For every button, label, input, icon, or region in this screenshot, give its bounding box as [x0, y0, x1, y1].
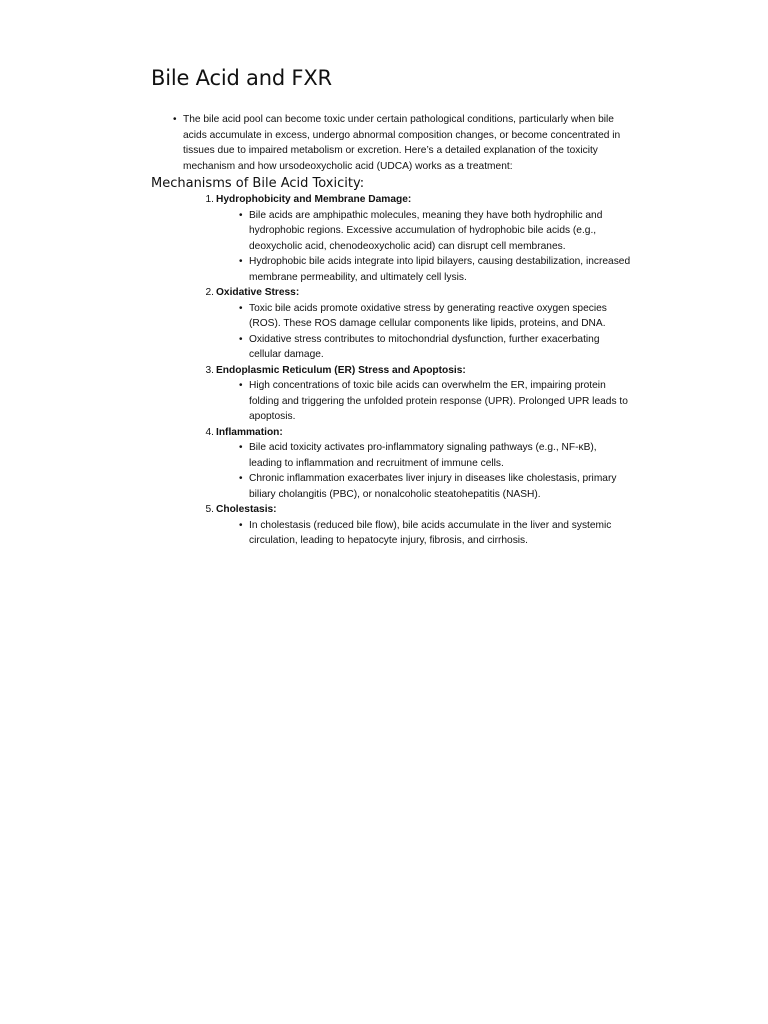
mechanism-title: Oxidative Stress: — [216, 287, 300, 298]
document-page — [151, 62, 631, 549]
bullet-icon: • — [239, 380, 243, 391]
mechanism-point-text: Toxic bile acids promote oxidative stress by generating reactive oxygen species (ROS). These ROS damage cellular components like lipids, proteins, and DNA. — [249, 302, 607, 329]
bullet-icon: • — [239, 302, 243, 314]
mechanisms-list — [151, 192, 631, 549]
mechanism-item — [205, 363, 631, 425]
mechanism-points — [216, 518, 631, 549]
page-title: Bile Acid and FXR — [151, 66, 332, 90]
intro-item — [173, 112, 631, 174]
mechanism-title: Hydrophobicity and Membrane Damage: — [216, 194, 412, 205]
mechanism-points — [216, 208, 631, 286]
bullet-icon: • — [239, 519, 243, 531]
mechanism-point-text: Bile acid toxicity activates pro-inflammatory signaling pathways (e.g., NF-κB), leading to inflammation and recruitment of immune cells. — [249, 442, 597, 469]
mechanism-number: 4. — [205, 426, 214, 438]
mechanism-number: 2. — [205, 287, 214, 298]
bullet-icon: • — [239, 473, 243, 484]
mechanism-points — [216, 378, 631, 425]
bullet-icon: • — [173, 114, 177, 125]
intro-list — [151, 112, 631, 174]
mechanism-point — [239, 332, 631, 363]
mechanism-number: 3. — [205, 364, 214, 376]
mechanism-point — [239, 518, 631, 549]
mechanism-item — [205, 425, 631, 503]
mechanism-point-text: Oxidative stress contributes to mitochondrial dysfunction, further exacerbating cellular damage. — [249, 333, 600, 360]
mechanism-title: Cholestasis: — [216, 504, 277, 515]
mechanism-point-text: Bile acids are amphipathic molecules, meaning they have both hydrophilic and hydrophobic regions. Excessive accumulation of hydrophobic bile acids (e.g., deoxycholic acid, chenodeoxycholic acid) can disrupt cell membranes. — [249, 209, 603, 252]
mechanism-title: Endoplasmic Reticulum (ER) Stress and Apoptosis: — [216, 364, 466, 376]
mechanism-point — [239, 378, 631, 425]
mechanism-point-text: Hydrophobic bile acids integrate into lipid bilayers, causing destabilization, increased membrane permeability, and ultimately cell lysis. — [249, 256, 631, 283]
mechanism-point — [239, 301, 631, 332]
mechanism-point — [239, 208, 631, 255]
mechanism-item — [205, 285, 631, 363]
mechanism-point-text: Chronic inflammation exacerbates liver injury in diseases like cholestasis, primary biliary cholangitis (PBC), or nonalcoholic steatohepatitis (NASH). — [249, 473, 617, 500]
bullet-icon: • — [239, 442, 243, 453]
mechanism-item — [205, 192, 631, 285]
mechanism-number: 5. — [205, 504, 214, 515]
intro-text: The bile acid pool can become toxic under certain pathological conditions, particularly when bile acids accumulate in excess, undergo abnormal composition changes, or become concentrated in tissues due to impaired metabolism or excretion. Here’s a detailed explanation of the toxicity mechanism and how ursodeoxycholic acid (UDCA) works as a treatment: — [183, 114, 621, 172]
bullet-icon: • — [239, 256, 243, 267]
bullet-icon: • — [239, 209, 243, 221]
mechanism-title: Inflammation: — [216, 426, 283, 438]
mechanism-point-text: In cholestasis (reduced bile flow), bile acids accumulate in the liver and systemic circulation, leading to hepatocyte injury, fibrosis, and cirrhosis. — [249, 519, 612, 546]
mechanism-point — [239, 254, 631, 285]
section-heading: Mechanisms of Bile Acid Toxicity: — [151, 176, 365, 191]
mechanism-item — [205, 502, 631, 549]
bullet-icon: • — [239, 333, 243, 345]
mechanism-points — [216, 301, 631, 363]
mechanism-number: 1. — [205, 194, 214, 205]
mechanism-point — [239, 471, 631, 502]
mechanism-points — [216, 440, 631, 502]
mechanism-point — [239, 440, 631, 471]
mechanism-point-text: High concentrations of toxic bile acids can overwhelm the ER, impairing protein folding and triggering the unfolded protein response (UPR). Prolonged UPR leads to apoptosis. — [249, 380, 628, 422]
